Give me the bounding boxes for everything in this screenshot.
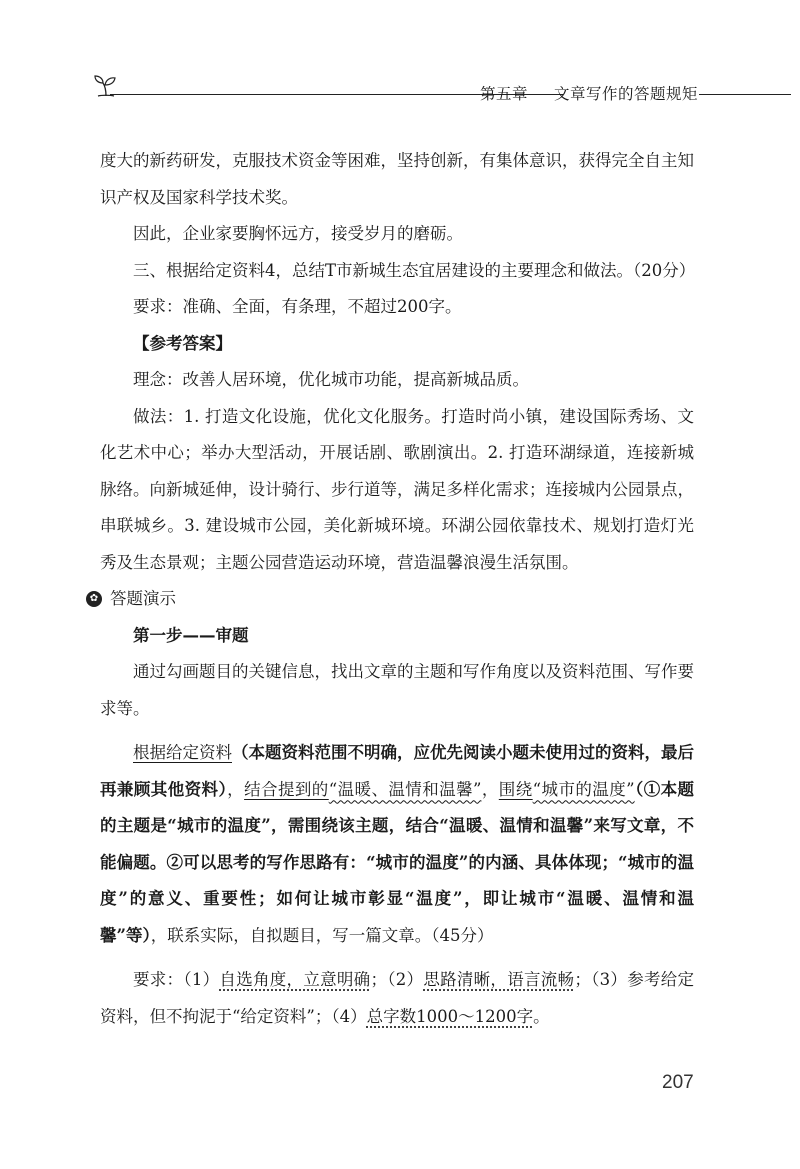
question-requirement: 要求：准确、全面，有条理，不超过200字。 [133,297,462,316]
comma: ， [481,779,499,799]
answer-concept: 理念：改善人居环境，优化城市功能，提高新城品质。 [133,370,529,389]
warmth-keywords: “温暖、温情和温馨” [328,779,482,799]
reference-answer-label: 【参考答案】 [133,333,232,353]
page-number: 207 [662,1072,694,1093]
essay-requirements [100,962,694,1035]
req-material: ；（3）参考给定资料，但不拘泥于“给定资料”；（4） [100,970,695,1026]
req-word-count: 总字数1000～1200字 [366,1006,534,1026]
question-three: 三、根据给定资料4，总结T市新城生态宜居建设的主要理念和做法。（20分） [133,260,696,280]
page-body [89,143,696,1035]
running-header [92,72,792,106]
chapter-number: 第五章 [480,85,529,103]
comma: ， [227,779,245,799]
step-one-description: 通过勾画题目的关键信息，找出文章的主题和写作角度以及资料范围、写作要求等。 [100,662,694,718]
flower-bullet-icon: ✿ [86,591,102,607]
around-phrase: 围绕 [498,779,533,799]
header-rule-right [699,94,791,95]
city-temperature-topic: “城市的温度” [532,779,635,799]
section-heading [86,581,694,618]
req-end: 。 [533,1006,550,1026]
given-material-phrase: 根据给定资料 [133,743,232,762]
chapter-title [480,82,698,104]
req-prefix: 要求：（1） [133,970,220,989]
paragraph-continued: 度大的新药研发，克服技术资金等困难，坚持创新，有集体意识，获得完全自主知识产权及国家科学技术奖。 [100,151,694,207]
material-scope-note: （本题资料范围不明确，应优先阅读小题未使用过的资料，最后再兼顾其他资料） [100,743,694,799]
essay-instruction: ，联系实际，自拟题目，写一篇文章。（45分） [150,925,494,945]
essay-question [100,735,694,954]
req-clarity: 思路清晰，语言流畅 [423,970,575,989]
req-angle: 自选角度，立意明确 [219,970,371,989]
topic-analysis-note: （①本题的主题是“城市的温度”，需围绕该主题，结合“温暖、温情和温馨”来写文章，不能偏题。②可以思考的写作思路有：“城市的温度”的内涵、具体体现；“城市的温度”的意义、重要性；如何让城市彰显“温度”，即让城市“温暖、温情和温馨”等） [100,779,695,945]
chapter-name: 文章写作的答题规矩 [554,85,699,103]
step-one-heading: 第一步——审题 [133,625,249,645]
paragraph-conclusion: 因此，企业家要胸怀远方，接受岁月的磨砺。 [133,224,463,243]
req-sep: ；（2） [370,970,424,989]
combine-phrase: 结合提到的 [244,779,329,799]
answer-methods: 做法：1. 打造文化设施，优化文化服务。打造时尚小镇，建设国际秀场、文化艺术中心；举办大型活动，开展话剧、歌剧演出。2. 打造环湖绿道，连接新城脉络。向新城延伸，设计骑行、步行道等，满足多样化需求；连接城内公园景点，串联城乡。3. 建设城市公园，美化新城环境。环湖公园依靠技术、规划打造灯光秀及生态景观；主题公园营造运动环境，营造温馨浪漫生活氛围。 [100,406,694,572]
section-title: 答题演示 [110,589,176,608]
